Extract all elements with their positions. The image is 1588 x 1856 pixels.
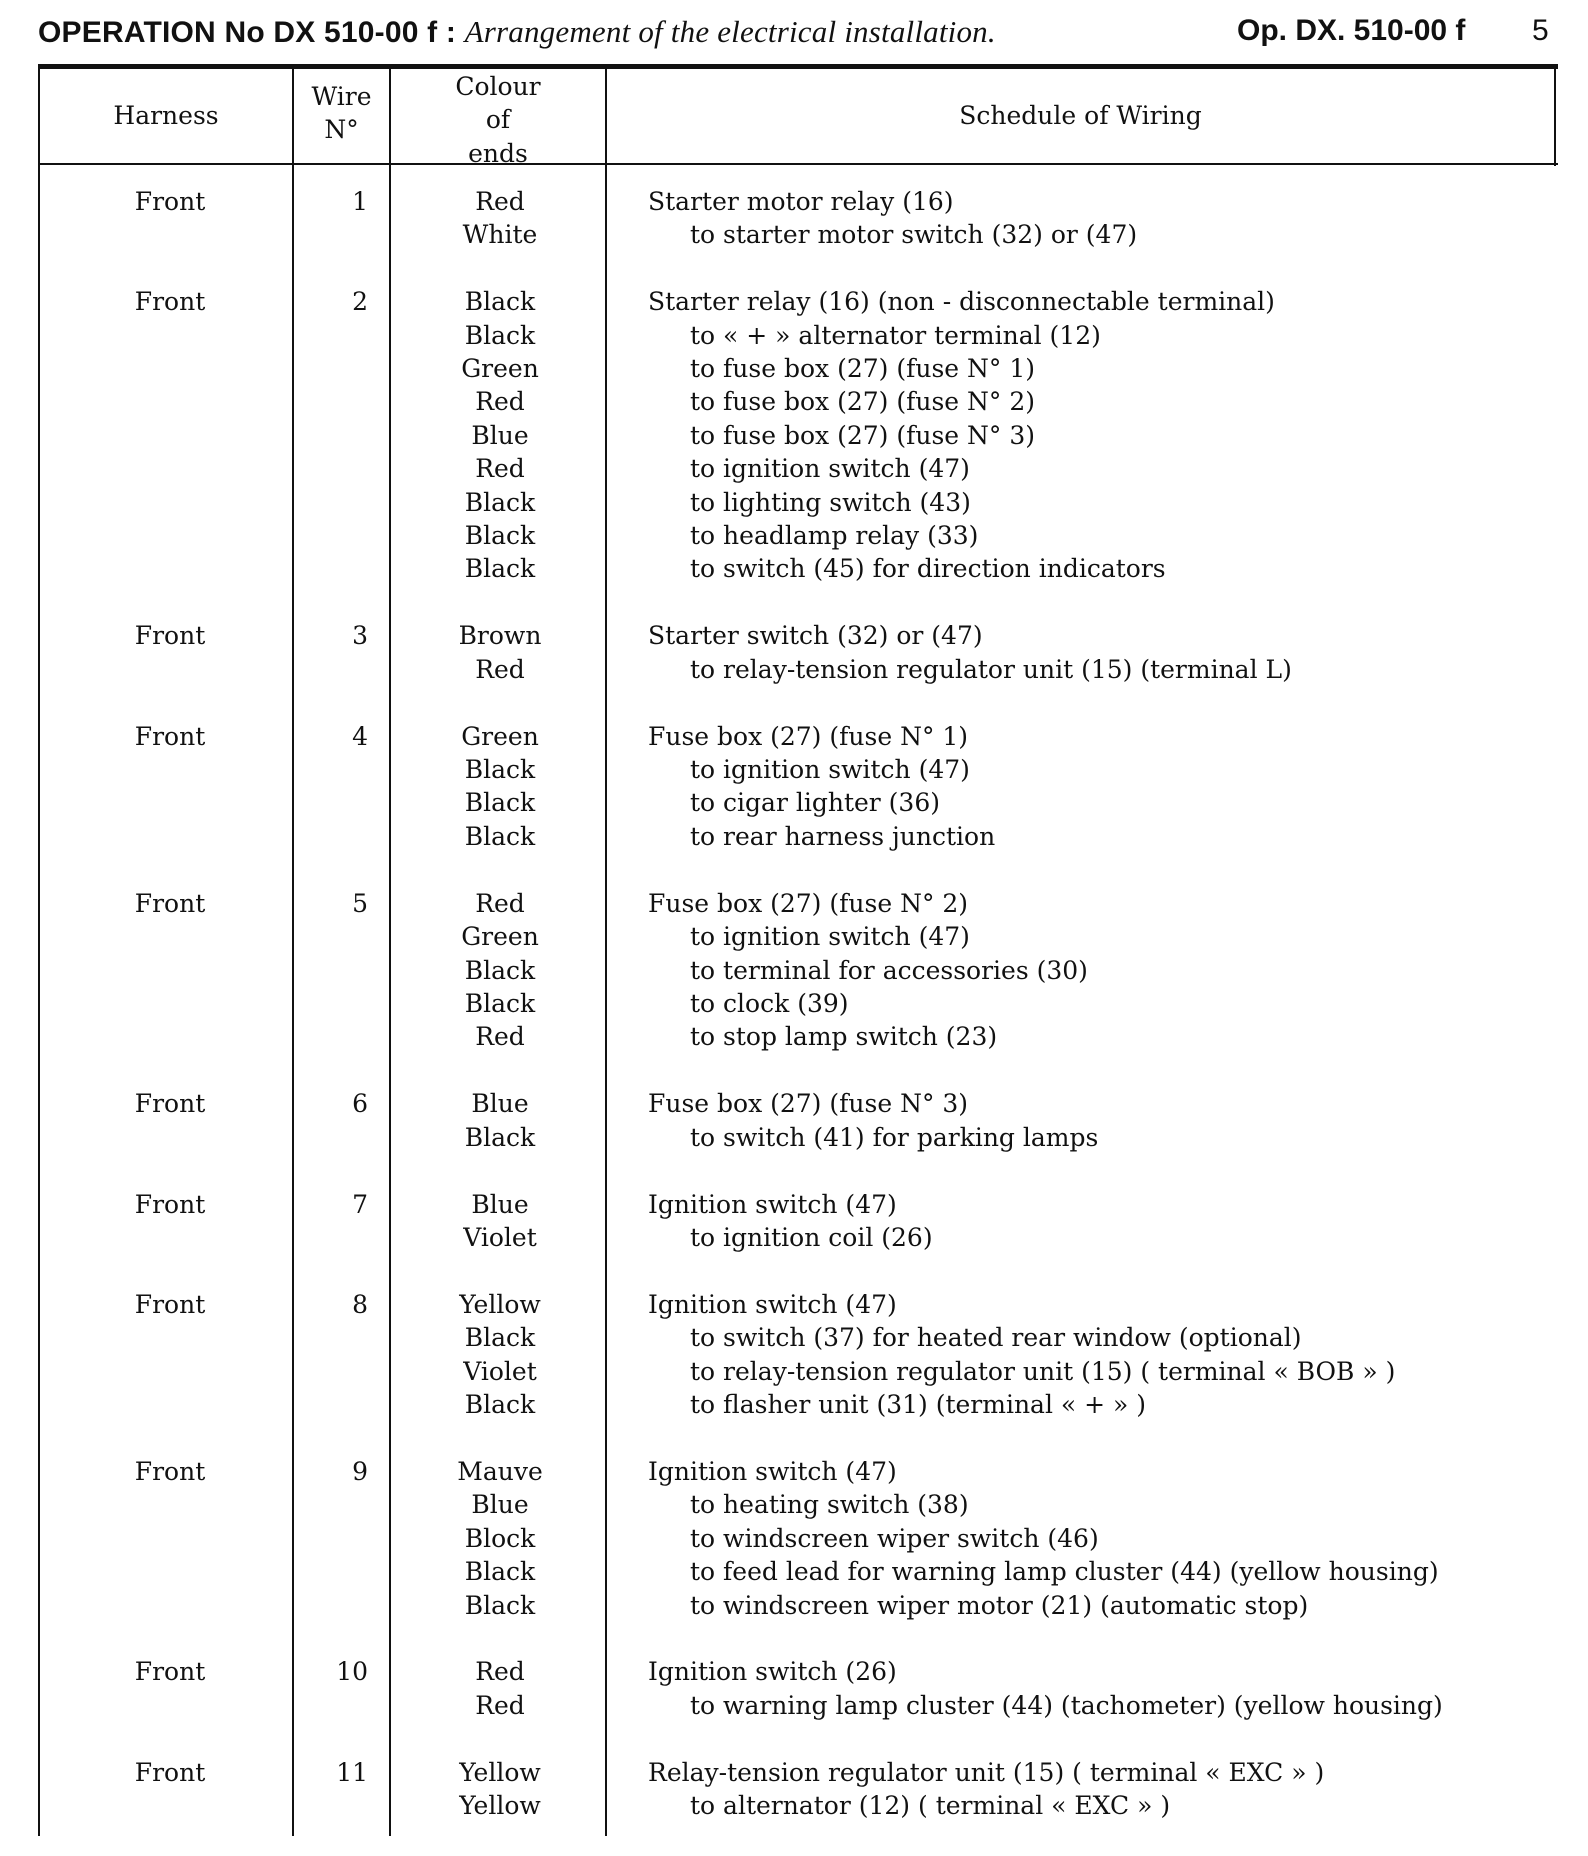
schedule-cell (648, 1188, 1548, 1255)
column-header-colour-line: Colour (455, 72, 541, 101)
harness-cell: Front (134, 287, 206, 317)
schedule-source: Starter motor relay (16) (648, 187, 954, 216)
schedule-destination: to windscreen wiper motor (21) (automatic stop) (690, 1590, 1309, 1620)
schedule-destination: to heating switch (38) (690, 1490, 969, 1520)
colour-cell (391, 1188, 609, 1255)
harness-cell: Front (134, 1289, 206, 1319)
colour-of-end: Green (461, 354, 539, 384)
schedule-cell (648, 1655, 1548, 1722)
colour-cell (391, 619, 609, 686)
colour-of-end: Black (464, 821, 536, 851)
column-header-wire-no (294, 82, 389, 149)
colour-of-end: Black (464, 1122, 536, 1152)
operation-reference: Op. DX. 510-00 f (1237, 14, 1466, 47)
colour-of-end: Black (464, 1557, 536, 1587)
colour-of-end: Black (464, 1323, 536, 1353)
schedule-destination: to « + » alternator terminal (12) (690, 320, 1101, 350)
colour-of-end: Mauve (457, 1456, 543, 1486)
schedule-destination: to lighting switch (43) (690, 487, 971, 517)
colour-of-end: Yellow (459, 1757, 541, 1787)
column-header-colour-line: ends (468, 138, 528, 168)
colour-of-end: Green (461, 721, 539, 751)
colour-of-end: Black (464, 755, 536, 785)
column-header-schedule: Schedule of Wiring (959, 101, 1202, 130)
schedule-source: Ignition switch (26) (648, 1657, 897, 1687)
colour-of-end: Red (475, 1022, 525, 1052)
colour-of-end: Red (475, 454, 525, 484)
table-body (0, 185, 1588, 1856)
schedule-destination: to feed lead for warning lamp cluster (44) (yellow housing) (690, 1557, 1439, 1587)
schedule-source: Relay-tension regulator unit (15) ( terminal « EXC » ) (648, 1757, 1325, 1787)
table-row (0, 1188, 1588, 1255)
schedule-destination: to terminal for accessories (30) (690, 955, 1088, 985)
wire-number-cell: 1 (352, 187, 368, 216)
colour-of-end: Red (475, 1690, 525, 1720)
harness-cell: Front (134, 621, 206, 651)
colour-of-end: Black (464, 1390, 536, 1420)
schedule-destination: to warning lamp cluster (44) (tachometer) (yellow housing) (690, 1690, 1443, 1720)
schedule-destination: to ignition switch (47) (690, 922, 970, 952)
harness-cell: Front (134, 721, 206, 751)
schedule-destination: to ignition coil (26) (690, 1222, 933, 1252)
operation-title: Arrangement of the electrical installation. (464, 14, 996, 49)
colour-of-end: Black (464, 320, 536, 350)
schedule-cell (648, 185, 1548, 252)
operation-code: OPERATION No DX 510-00 f : (38, 16, 457, 49)
wire-number-cell: 4 (352, 721, 368, 751)
colour-cell (391, 887, 609, 1054)
colour-of-end: Violet (463, 1222, 537, 1252)
colour-of-end: Black (464, 988, 536, 1018)
schedule-destination: to fuse box (27) (fuse N° 1) (690, 354, 1035, 384)
table-row (0, 720, 1588, 854)
table-row (0, 1756, 1588, 1823)
table-top-rule (38, 64, 1558, 69)
page-number: 5 (1532, 14, 1549, 47)
harness-cell: Front (134, 1657, 206, 1687)
table-row (0, 1455, 1588, 1622)
schedule-destination: to rear harness junction (690, 821, 996, 851)
column-header-wire-line: Wire (311, 82, 372, 111)
wire-number-cell: 3 (352, 621, 368, 651)
colour-cell (391, 1087, 609, 1154)
schedule-destination: to switch (37) for heated rear window (optional) (690, 1323, 1302, 1353)
colour-of-end: Black (464, 788, 536, 818)
schedule-destination: to ignition switch (47) (690, 454, 970, 484)
wire-number-cell: 11 (336, 1757, 368, 1787)
colour-of-end: Black (464, 1590, 536, 1620)
table-row (0, 285, 1588, 586)
schedule-cell (648, 887, 1548, 1054)
column-header-colour-line: of (485, 105, 511, 135)
column-divider-right (1554, 68, 1556, 166)
schedule-cell (648, 1455, 1548, 1622)
colour-of-end: Violet (463, 1356, 537, 1386)
column-header-colour-of-ends (391, 72, 605, 172)
schedule-cell (648, 1288, 1548, 1422)
colour-of-end: Black (464, 287, 536, 317)
colour-of-end: Blue (471, 1089, 529, 1119)
harness-cell: Front (134, 888, 206, 918)
schedule-destination: to flasher unit (31) (terminal « + » ) (690, 1390, 1147, 1420)
colour-of-end: Red (475, 187, 525, 216)
colour-of-end: Brown (458, 621, 542, 651)
colour-of-end: Black (464, 521, 536, 551)
colour-cell (391, 1288, 609, 1422)
colour-of-end: Yellow (459, 1289, 541, 1319)
colour-of-end: Blue (471, 420, 529, 450)
wire-number-cell: 6 (352, 1089, 368, 1119)
colour-of-end: Red (475, 387, 525, 417)
colour-cell (391, 1756, 609, 1823)
table-row (0, 887, 1588, 1054)
wire-number-cell: 10 (336, 1657, 368, 1687)
schedule-destination: to fuse box (27) (fuse N° 2) (690, 387, 1035, 417)
colour-of-end: White (462, 220, 538, 250)
table-header-rule (40, 163, 1558, 165)
schedule-cell (648, 619, 1548, 686)
colour-of-end: Black (464, 487, 536, 517)
colour-cell (391, 720, 609, 854)
schedule-cell (648, 1756, 1548, 1823)
schedule-destination: to alternator (12) ( terminal « EXC » ) (690, 1791, 1171, 1821)
operation-heading (38, 14, 996, 50)
colour-of-end: Black (464, 554, 536, 584)
colour-of-end: Red (475, 654, 525, 684)
schedule-cell (648, 285, 1548, 586)
wire-number-cell: 5 (352, 888, 368, 918)
schedule-source: Ignition switch (47) (648, 1456, 897, 1486)
schedule-destination: to stop lamp switch (23) (690, 1022, 998, 1052)
harness-cell: Front (134, 1089, 206, 1119)
schedule-source: Starter switch (32) or (47) (648, 621, 983, 651)
schedule-destination: to relay-tension regulator unit (15) ( terminal « BOB » ) (690, 1356, 1396, 1386)
harness-cell: Front (134, 1456, 206, 1486)
column-header-wire-line: N° (324, 115, 359, 145)
colour-cell (391, 1455, 609, 1622)
schedule-destination: to relay-tension regulator unit (15) (terminal L) (690, 654, 1292, 684)
schedule-cell (648, 1087, 1548, 1154)
table-row (0, 1655, 1588, 1722)
colour-of-end: Blue (471, 1189, 529, 1219)
colour-of-end: Blue (471, 1490, 529, 1520)
wire-number-cell: 8 (352, 1289, 368, 1319)
colour-of-end: Red (475, 888, 525, 918)
schedule-source: Ignition switch (47) (648, 1289, 897, 1319)
schedule-source: Fuse box (27) (fuse N° 3) (648, 1089, 969, 1119)
wire-number-cell: 2 (352, 287, 368, 317)
colour-of-end: Red (475, 1657, 525, 1687)
table-row (0, 1087, 1588, 1154)
wire-number-cell: 7 (352, 1189, 368, 1219)
harness-cell: Front (134, 187, 206, 216)
schedule-source: Starter relay (16) (non - disconnectable terminal) (648, 287, 1275, 317)
schedule-source: Ignition switch (47) (648, 1189, 897, 1219)
table-row (0, 185, 1588, 252)
schedule-destination: to clock (39) (690, 988, 849, 1018)
schedule-source: Fuse box (27) (fuse N° 2) (648, 888, 969, 918)
colour-cell (391, 185, 609, 252)
wire-number-cell: 9 (352, 1456, 368, 1486)
schedule-cell (648, 720, 1548, 854)
schedule-destination: to headlamp relay (33) (690, 521, 979, 551)
schedule-destination: to switch (45) for direction indicators (690, 554, 1166, 584)
colour-cell (391, 1655, 609, 1722)
schedule-destination: to switch (41) for parking lamps (690, 1122, 1099, 1152)
schedule-destination: to ignition switch (47) (690, 755, 970, 785)
colour-of-end: Black (464, 955, 536, 985)
schedule-destination: to fuse box (27) (fuse N° 3) (690, 420, 1035, 450)
column-header-harness: Harness (113, 101, 219, 130)
page-header (0, 0, 1588, 66)
colour-of-end: Yellow (459, 1791, 541, 1821)
colour-of-end: Green (461, 922, 539, 952)
table-row (0, 1288, 1588, 1422)
table-row (0, 619, 1588, 686)
schedule-destination: to starter motor switch (32) or (47) (690, 220, 1138, 250)
schedule-destination: to cigar lighter (36) (690, 788, 940, 818)
colour-cell (391, 285, 609, 586)
harness-cell: Front (134, 1757, 206, 1787)
harness-cell: Front (134, 1189, 206, 1219)
colour-of-end: Block (464, 1523, 536, 1553)
schedule-source: Fuse box (27) (fuse N° 1) (648, 721, 969, 751)
schedule-destination: to windscreen wiper switch (46) (690, 1523, 1099, 1553)
